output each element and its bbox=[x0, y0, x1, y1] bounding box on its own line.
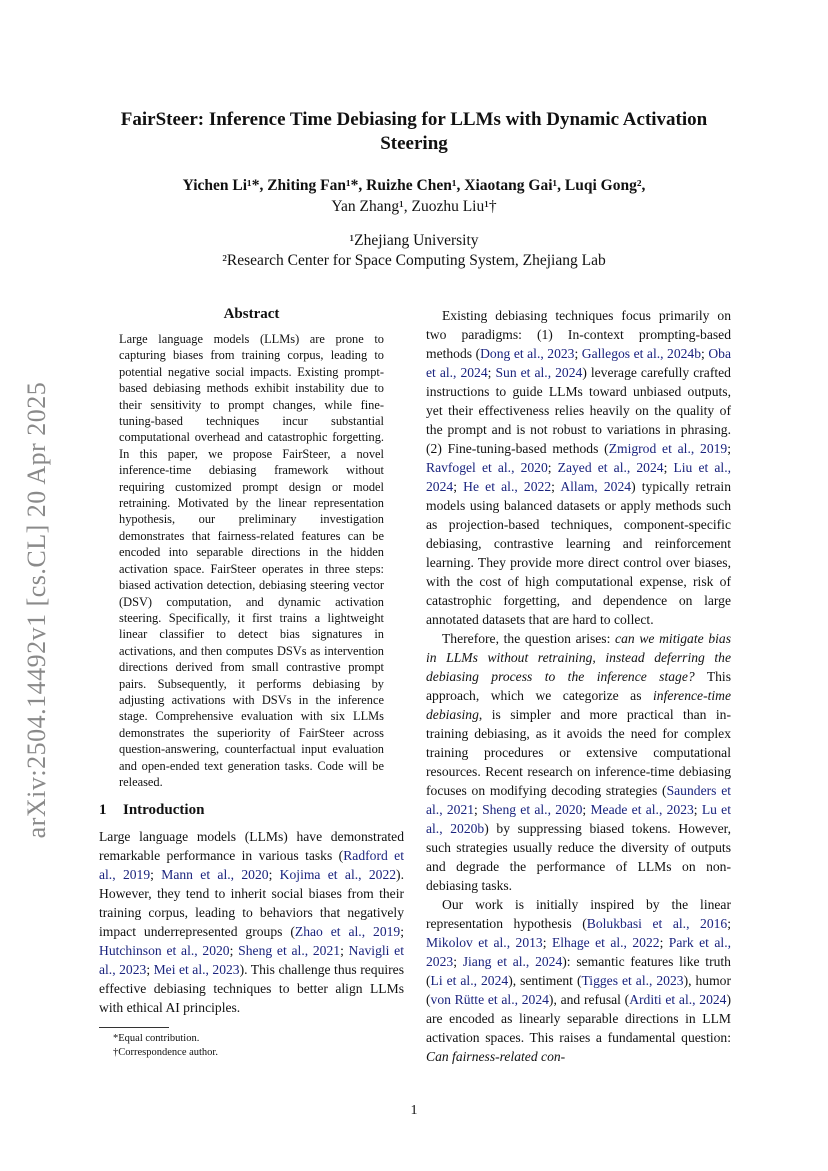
citation-link[interactable]: Arditi et al., 2024 bbox=[629, 992, 727, 1007]
citation-link[interactable]: Elhage et al., 2022 bbox=[551, 935, 660, 950]
right-column bbox=[426, 306, 731, 1066]
page-number: 1 bbox=[410, 1103, 418, 1118]
citation-link[interactable]: Zhao et al., 2019 bbox=[294, 924, 401, 940]
arxiv-identifier-stamp bbox=[20, 360, 54, 860]
citation-link[interactable]: Radford et al., 2019 bbox=[99, 848, 404, 883]
affiliation-2: ²Research Center for Space Computing System, Zhejiang Lab bbox=[222, 252, 606, 269]
citation-link[interactable]: Zayed et al., 2024 bbox=[557, 460, 664, 475]
citation-link[interactable]: Bolukbasi et al., 2016 bbox=[586, 916, 728, 931]
citation-link[interactable]: Kojima et al., 2022 bbox=[279, 867, 397, 883]
section-heading-introduction bbox=[99, 802, 404, 819]
citation-link[interactable]: Liu et al., 2024 bbox=[426, 460, 731, 494]
emphasized-text: inference-time debiasing bbox=[426, 688, 731, 722]
citation-link[interactable]: He et al., 2022 bbox=[463, 479, 552, 494]
citation-link[interactable]: Mann et al., 2020 bbox=[161, 867, 269, 883]
arxiv-stamp-text: arXiv:2504.14492v1 [cs.CL] 20 Apr 2025 bbox=[22, 381, 51, 839]
affiliation-1: ¹Zhejiang University bbox=[349, 232, 479, 249]
left-column bbox=[99, 306, 404, 1060]
intro-paragraph-4: Our work is initially inspired by the linear representation hypothesis (Bolukbasi et al., 2016; Mikolov et al., 2013; Elhage et al., 2022; Park et al., 2023; Jiang et al., 2024): semantic features like truth (Li et al., 2024), sentiment (Tigges et al., 2023), humor (von Rütte et al., 2024), and refusal (Arditi et al., 2024) are encoded as linearly separable directions in LLM activation spaces. This raises a fundamental question: Can fairness-related con- bbox=[426, 897, 731, 1064]
paper-title: FairSteer: Inference Time Debiasing for LLMs with Dynamic Activation Steering bbox=[120, 109, 708, 154]
citation-link[interactable]: Meade et al., 2023 bbox=[590, 802, 694, 817]
intro-paragraph-2: Existing debiasing techniques focus primarily on two paradigms: (1) In-context prompting-based methods (Dong et al., 2023; Gallegos et al., 2024b; Oba et al., 2024; Sun et al., 2024) leverage carefully crafted instructions to guide LLMs toward unbiased outputs, yet their effectiveness relies heavily on the quality of the prompt and is not robust to variations in phrasing. (2) Fine-tuning-based methods (Zmigrod et al., 2019; Ravfogel et al., 2020; Zayed et al., 2024; Liu et al., 2024; He et al., 2022; Allam, 2024) typically retrain models using balanced datasets or apply methods such as projection-based techniques, component-specific debiasing, contrastive learning and reinforcement learning. They provide more direct control over biases, with the cost of high computational expense, risk of catastrophic forgetting, and dependence on large annotated datasets that are hard to collect. bbox=[426, 308, 731, 627]
citation-link[interactable]: Saunders et al., 2021 bbox=[426, 783, 731, 817]
abstract-heading: Abstract bbox=[223, 306, 280, 322]
abstract-text: Large language models (LLMs) are prone to capturing biases from training corpus, leading to potential negative social impacts. Existing prompt-based debiasing methods exhibit instability due to their sensitivity to prompt changes, while fine-tuning-based techniques incur substantial computational overhead and catastrophic forgetting. In this paper, we propose FairSteer, a novel inference-time debiasing framework without requiring customized prompt design or model retraining. Motivated by the linear representation hypothesis, our preliminary investigation demonstrates that fairness-related features can be encoded into separable directions in the hidden activation space. FairSteer operates in three steps: biased activation detection, debiasing steering vector (DSV) computation, and dynamic activation steering. Specifically, it first trains a lightweight linear classifier to detect bias signatures in activations, and then computes DSVs as intervention directions derived from small contrastive prompt pairs. Subsequently, it performs debiasing by adjusting activations with DSVs in the inference stage. Comprehensive evaluation with six LLMs demonstrates the superiority of FairSteer across question-answering, counterfactual input evaluation and open-ended text generation tasks. Code will be released. bbox=[119, 332, 384, 789]
citation-link[interactable]: Lu et al., 2020b bbox=[426, 802, 731, 836]
citation-link[interactable]: Mei et al., 2023 bbox=[153, 962, 240, 978]
citation-link[interactable]: Ravfogel et al., 2020 bbox=[426, 460, 548, 475]
emphasized-text: can we mitigate bias in LLMs without retraining, instead deferring the debiasing process to the inference stage? bbox=[426, 631, 731, 684]
citation-link[interactable]: Zmigrod et al., 2019 bbox=[608, 441, 728, 456]
citation-link[interactable]: Sun et al., 2024 bbox=[495, 365, 583, 380]
citation-link[interactable]: Sheng et al., 2020 bbox=[482, 802, 583, 817]
citation-link[interactable]: Dong et al., 2023 bbox=[480, 346, 575, 361]
author-list bbox=[110, 175, 718, 217]
section-number: 1 bbox=[99, 802, 107, 819]
citation-link[interactable]: Tigges et al., 2023 bbox=[581, 973, 684, 988]
citation-link[interactable]: Gallegos et al., 2024b bbox=[581, 346, 702, 361]
affiliations bbox=[110, 231, 718, 271]
emphasized-text: Can fairness-related con- bbox=[426, 1049, 566, 1064]
citation-link[interactable]: von Rütte et al., 2024 bbox=[430, 992, 549, 1007]
footnote-rule bbox=[99, 1027, 169, 1028]
authors-line-2: Yan Zhang¹, Zuozhu Liu¹† bbox=[331, 198, 497, 215]
intro-paragraph-1: Large language models (LLMs) have demonstrated remarkable performance in various tasks (Radford et al., 2019; Mann et al., 2020; Kojima et al., 2022). However, they tend to inherit social biases from their training corpus, leading to behaviors that negatively impact underrepresented groups (Zhao et al., 2019; Hutchinson et al., 2020; Sheng et al., 2021; Navigli et al., 2023; Mei et al., 2023). This challenge thus requires effective debiasing techniques to better align LLMs with ethical AI principles. bbox=[99, 829, 404, 1016]
citation-link[interactable]: Navigli et al., 2023 bbox=[99, 943, 404, 978]
footnote-correspondence: †Correspondence author. bbox=[113, 1047, 218, 1059]
authors-line-1: Yichen Li¹*, Zhiting Fan¹*, Ruizhe Chen¹, Xiaotang Gai¹, Luqi Gong², bbox=[182, 177, 646, 194]
citation-link[interactable]: Li et al., 2024 bbox=[430, 973, 509, 988]
citation-link[interactable]: Jiang et al., 2024 bbox=[462, 954, 563, 969]
footnote-equal-contribution: *Equal contribution. bbox=[113, 1033, 200, 1045]
intro-paragraph-3: Therefore, the question arises: can we mitigate bias in LLMs without retraining, instead deferring the debiasing process to the inference stage? This approach, which we categorize as inference-time debiasing, is simpler and more practical than in-training debiasing, as it avoids the need for complex training procedures or extensive computational resources. Recent research on inference-time debiasing focuses on modifying decoding strategies (Saunders et al., 2021; Sheng et al., 2020; Meade et al., 2023; Lu et al., 2020b) by suppressing biased tokens. However, such strategies usually reduce the diversity of outputs and degrade the performance of LLMs on non-debiasing tasks. bbox=[426, 631, 731, 893]
citation-link[interactable]: Sheng et al., 2021 bbox=[238, 943, 341, 959]
citation-link[interactable]: Hutchinson et al., 2020 bbox=[99, 943, 230, 959]
citation-link[interactable]: Mikolov et al., 2013 bbox=[426, 935, 543, 950]
citation-link[interactable]: Oba et al., 2024 bbox=[426, 346, 731, 380]
section-title: Introduction bbox=[123, 802, 205, 819]
citation-link[interactable]: Park et al., 2023 bbox=[426, 935, 731, 969]
citation-link[interactable]: Allam, 2024 bbox=[560, 479, 632, 494]
